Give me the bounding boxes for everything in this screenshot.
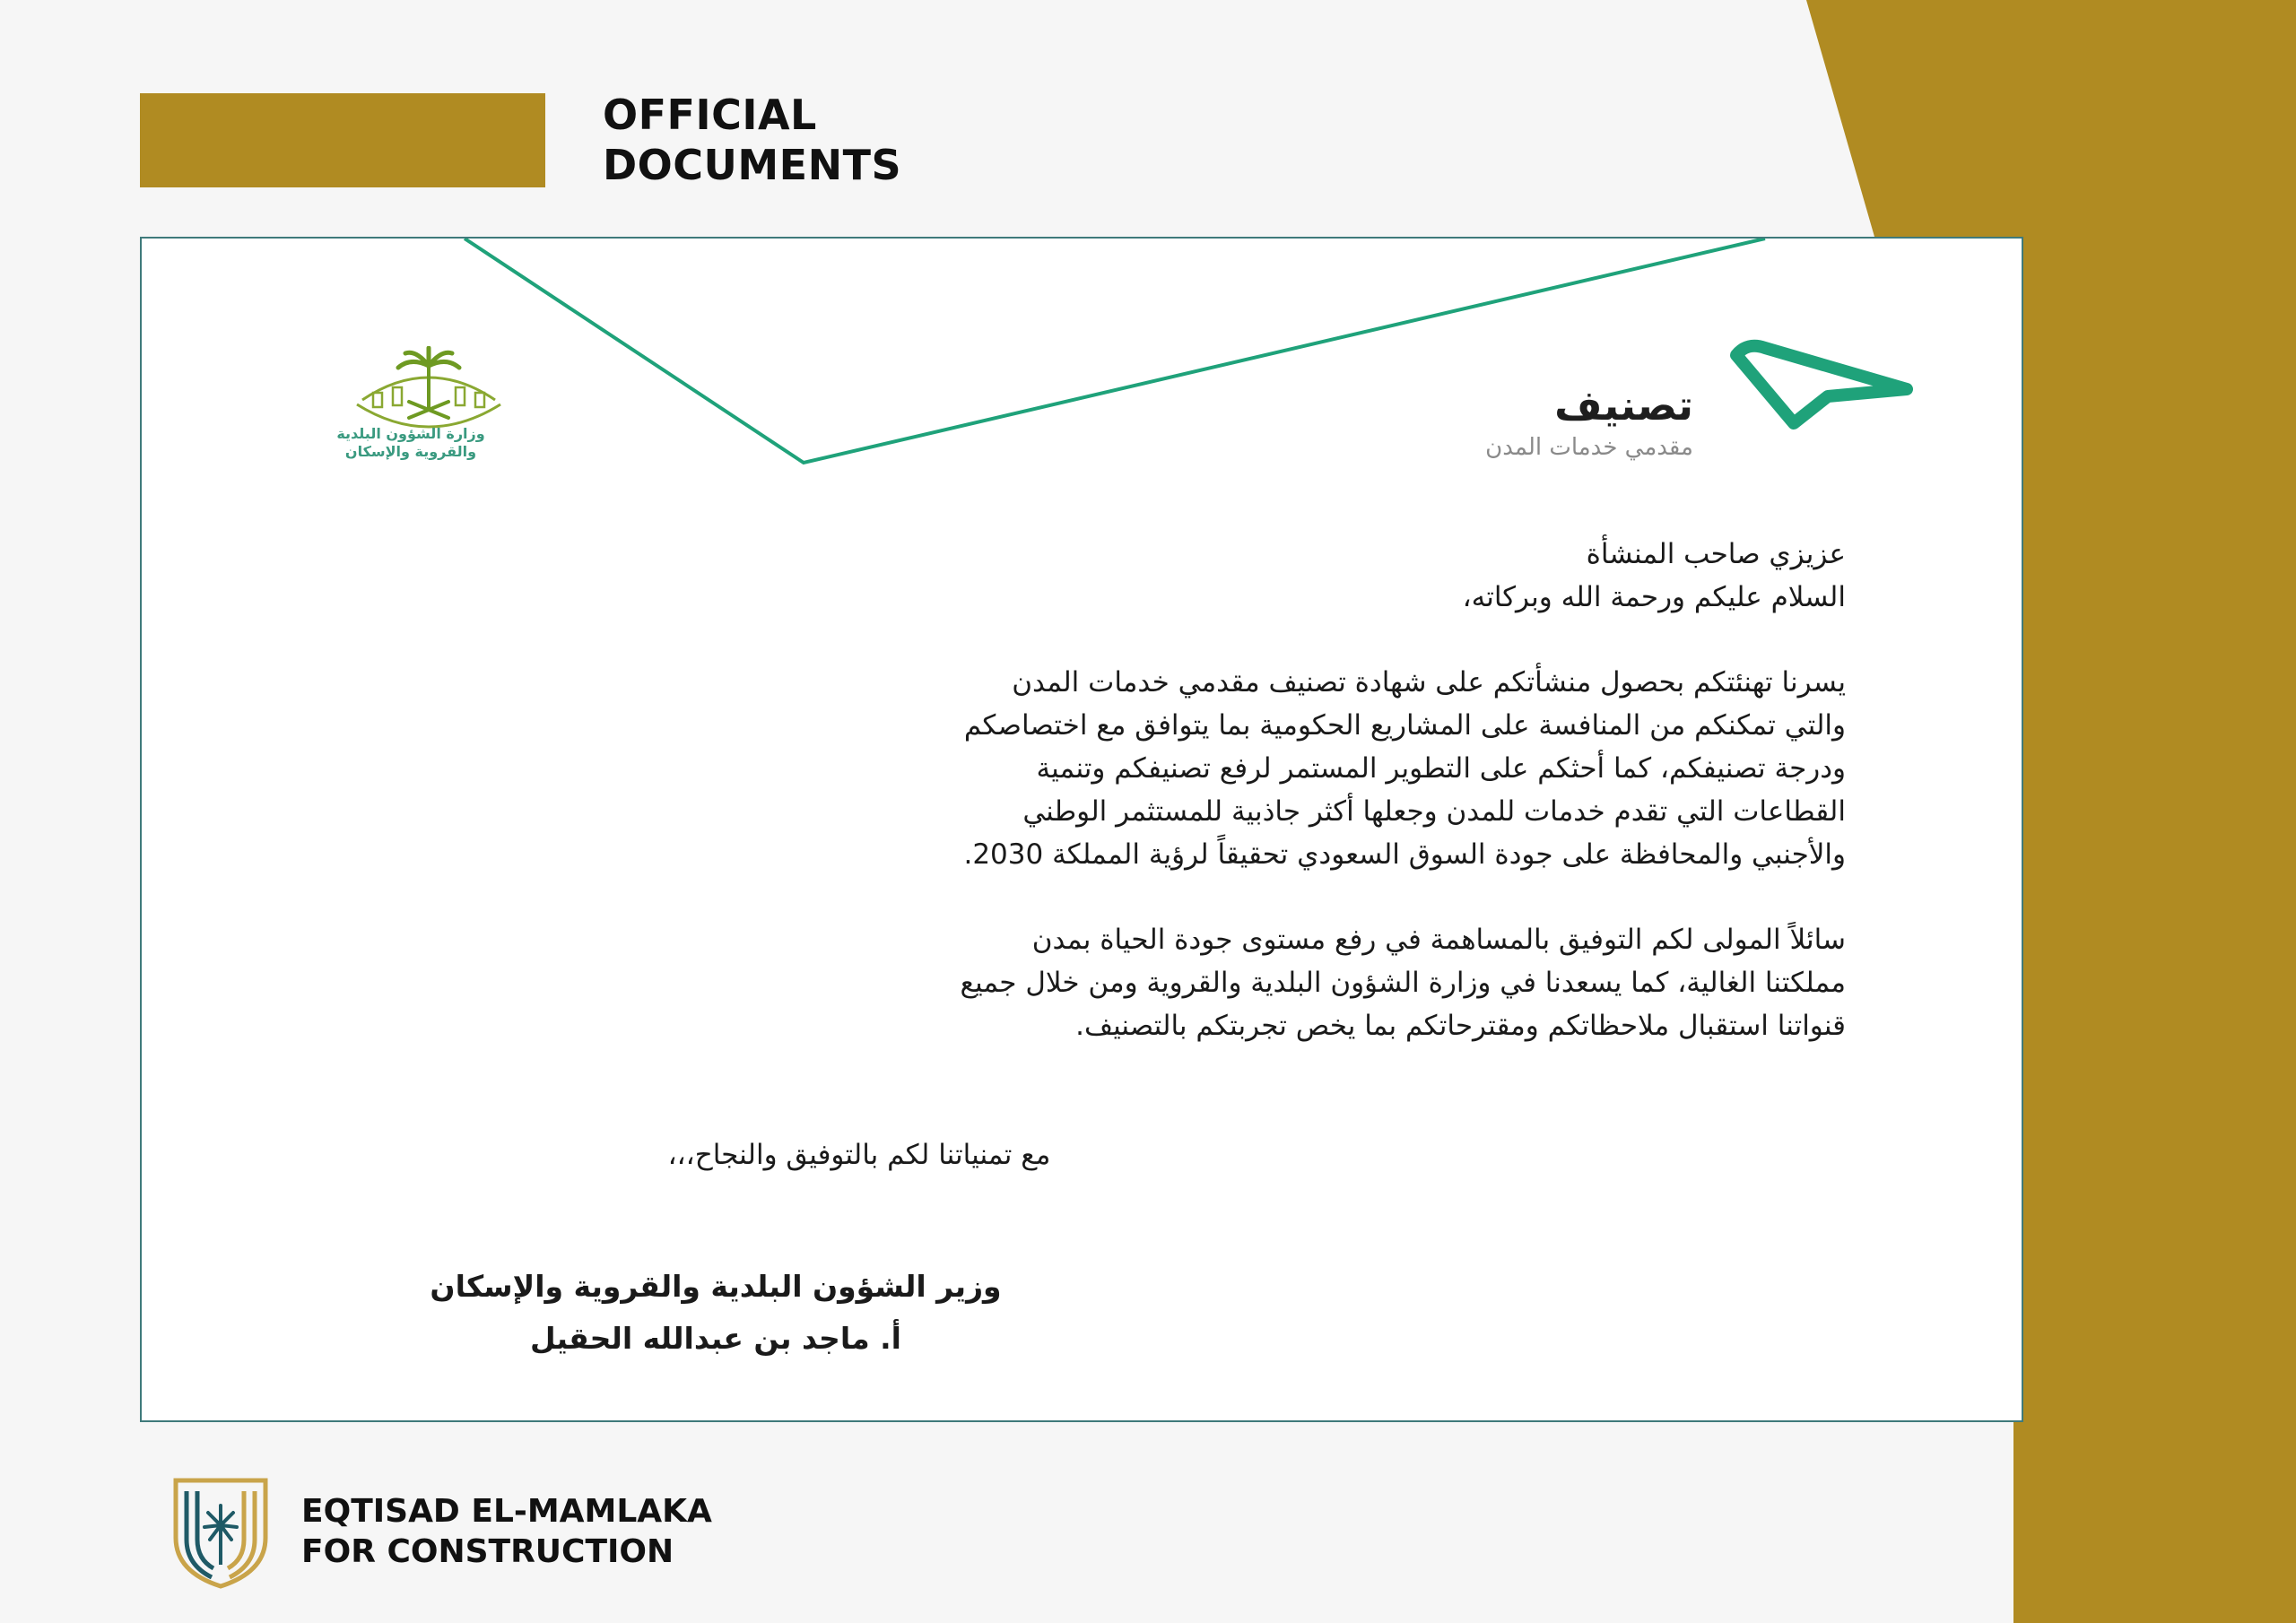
signatory-title: وزير الشؤون البلدية والقروية والإسكان — [430, 1269, 1002, 1304]
tasnif-title: تصنيف — [1554, 381, 1693, 430]
paragraph1-line: ودرجة تصنيفكم، كما أحثكم على التطوير المستمر لرفع تصنيفكم وتنمية — [1036, 752, 1846, 785]
paragraph1-line: والأجنبي والمحافظة على جودة السوق السعودي تحقيقاً لرؤية المملكة 2030. — [963, 838, 1846, 871]
ministry-name-line2: والقروية والإسكان — [344, 443, 477, 460]
paragraph1-line: القطاعات التي تقدم خدمات للمدن وجعلها أكثر جاذبية للمستثمر الوطني — [1022, 795, 1846, 828]
company-name — [301, 1491, 712, 1572]
paragraph1-line: يسرنا تهنئتكم بحصول منشأتكم على شهادة تصنيف مقدمي خدمات المدن — [1012, 666, 1846, 699]
signature-block — [321, 1261, 1110, 1365]
company-shield-icon — [170, 1475, 271, 1590]
greeting-line: السلام عليكم ورحمة الله وبركاته، — [1462, 581, 1846, 613]
paragraph1-line: والتي تمكنكم من المنافسة على المشاريع الحكومية بما يتوافق مع اختصاصكم — [963, 709, 1846, 742]
paragraph2-line: سائلاً المولى لكم التوفيق بالمساهمة في رفع مستوى جودة الحياة بمدن — [1031, 924, 1846, 956]
page-title — [603, 90, 901, 190]
letter-body — [321, 533, 1846, 1047]
signatory-name: أ. ماجد بن عبدالله الحقيل — [530, 1321, 901, 1356]
paragraph2-line: مملكتنا الغالية، كما يسعدنا في وزارة الشؤون البلدية والقروية ومن خلال جميع — [960, 967, 1846, 999]
paragraph2-line: قنواتنا استقبال ملاحظاتكم ومقترحاتكم بما يخص تجربتكم بالتصنيف. — [1075, 1010, 1846, 1042]
official-letter — [140, 237, 2023, 1422]
greeting-line: عزيزي صاحب المنشأة — [1586, 538, 1846, 570]
tasnif-subtitle: مقدمي خدمات المدن — [1485, 434, 1693, 461]
tasnif-arrow-icon — [1729, 337, 1918, 436]
company-name-line2: FOR CONSTRUCTION — [301, 1533, 674, 1570]
page-title-line1: OFFICIAL — [603, 91, 817, 139]
ministry-name — [321, 425, 500, 461]
header-gold-bar — [140, 93, 545, 187]
ministry-name-line1: وزارة الشؤون البلدية — [336, 425, 485, 442]
closing-line: مع تمنياتنا لكم بالتوفيق والنجاح،،، — [667, 1139, 1051, 1171]
page-title-line2: DOCUMENTS — [603, 141, 902, 189]
company-name-line1: EQTISAD EL-MAMLAKA — [301, 1493, 712, 1530]
